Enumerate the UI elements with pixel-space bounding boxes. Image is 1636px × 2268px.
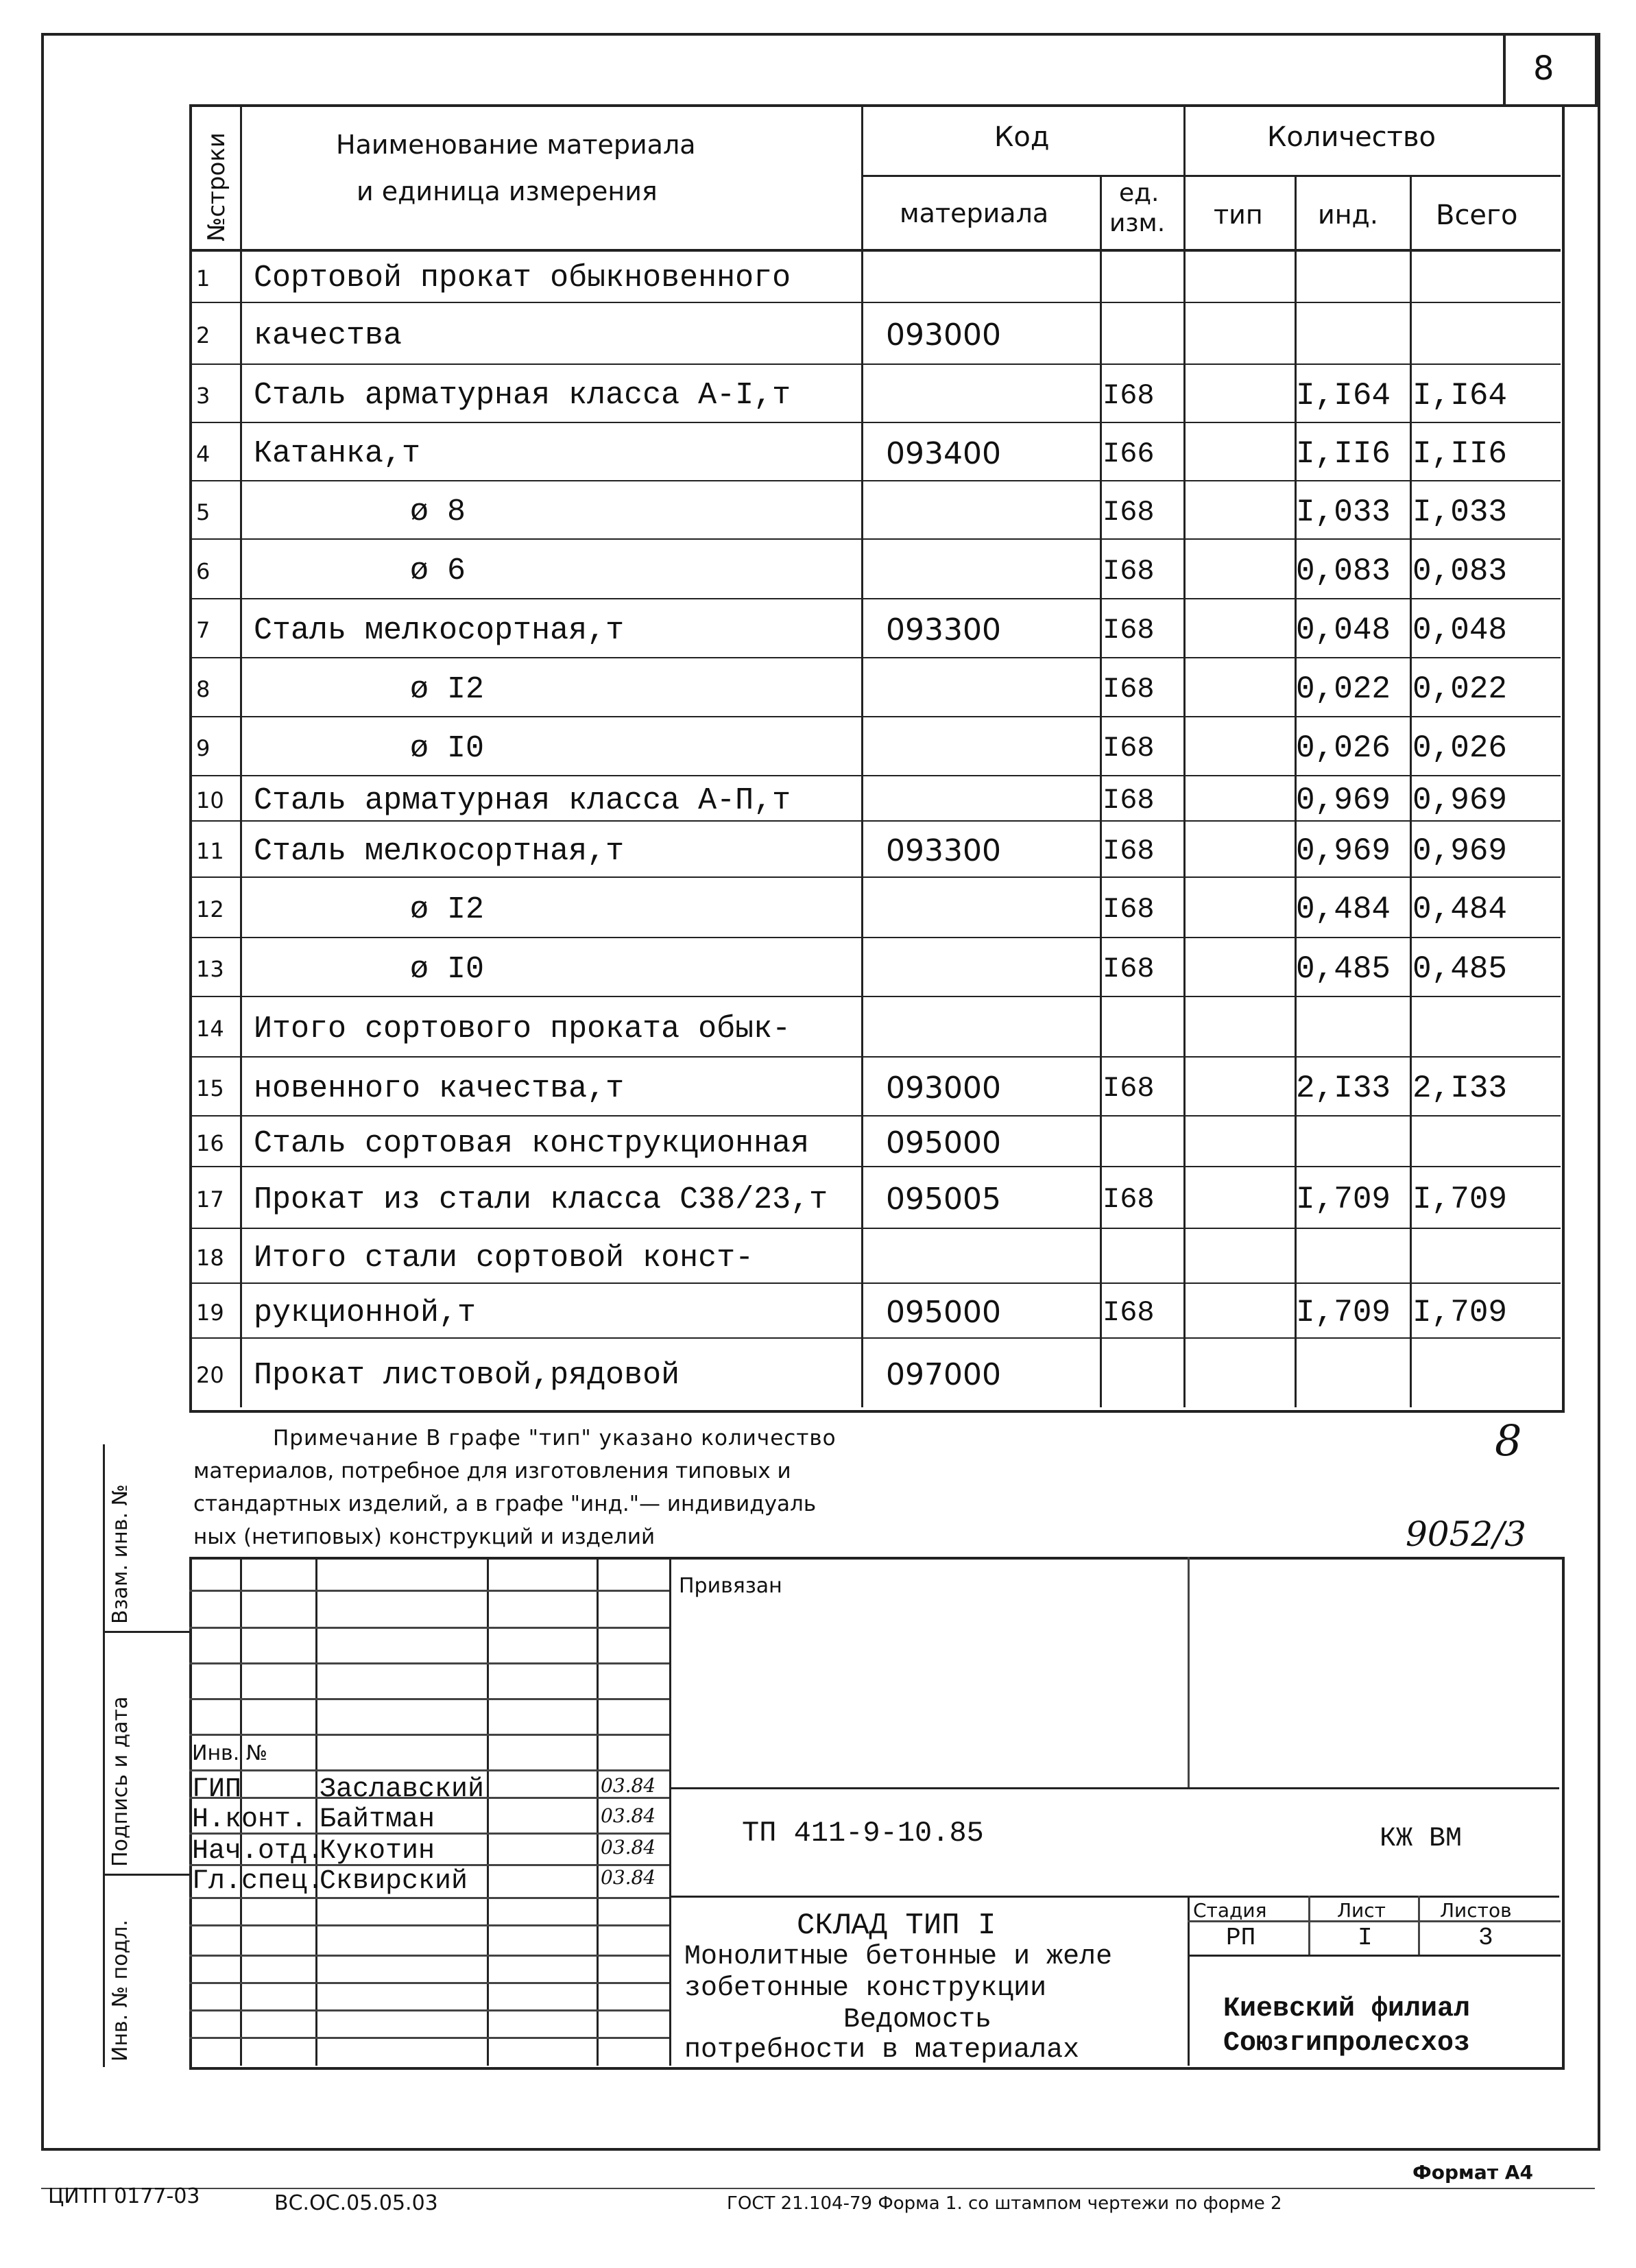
header-name-line2: и единица измерения <box>357 176 658 206</box>
cell-unit: I68 <box>1103 953 1155 986</box>
cell-total: 0,048 <box>1412 612 1508 648</box>
cell-code: 093000 <box>886 1071 1001 1106</box>
cell-ind: I,I64 <box>1296 378 1391 414</box>
cell-n: 7 <box>196 617 210 643</box>
cell-total: 2,I33 <box>1412 1071 1508 1106</box>
note-line-4: ных (нетиповых) конструкций и изделий <box>193 1525 655 1549</box>
signature-date: 03.84 <box>601 1836 656 1859</box>
row-divider <box>189 538 1561 540</box>
side-vzam-label: Взам. инв. № <box>108 1484 132 1624</box>
signature-name: Байтман <box>320 1804 435 1835</box>
cell-total: I,033 <box>1412 494 1508 530</box>
inv-no-label: Инв. № <box>192 1741 268 1765</box>
cell-name: рукционной,т <box>254 1296 477 1330</box>
cell-n: 12 <box>196 896 224 922</box>
cell-name: Сталь арматурная класса А-П,т <box>254 783 791 818</box>
cell-total: I,I64 <box>1412 378 1508 414</box>
cell-unit: I66 <box>1103 438 1155 470</box>
signature-role: Н.конт. <box>192 1804 308 1835</box>
cell-ind: 0,048 <box>1296 612 1391 648</box>
row-divider <box>189 1115 1561 1117</box>
cell-total: 0,485 <box>1412 951 1508 987</box>
cell-name: Сталь мелкосортная,т <box>254 834 625 869</box>
cell-unit: I68 <box>1103 555 1155 588</box>
cell-total: 0,022 <box>1412 671 1508 707</box>
side-podp-label: Подпись и дата <box>108 1696 132 1867</box>
cell-code: 097000 <box>886 1357 1001 1392</box>
cell-n: 11 <box>196 838 224 864</box>
cell-name: Сталь сортовая конструкционная <box>254 1126 810 1161</box>
row-divider <box>189 1056 1561 1058</box>
row-divider <box>189 716 1561 717</box>
cell-n: 2 <box>196 322 210 348</box>
cell-ind: 0,026 <box>1296 730 1391 766</box>
cell-ind: I,709 <box>1296 1182 1391 1217</box>
cell-ind: 0,083 <box>1296 553 1391 589</box>
handwritten-sheet-number: 8 <box>1495 1416 1522 1466</box>
cell-unit: I68 <box>1103 835 1155 868</box>
cell-n: 1 <box>196 265 210 291</box>
cell-unit: I68 <box>1103 1072 1155 1105</box>
header-unit-2: изм. <box>1109 209 1166 237</box>
signature-date: 03.84 <box>601 1804 656 1827</box>
row-divider <box>189 996 1561 997</box>
cell-name: ø I0 <box>410 731 485 766</box>
header-row-number: №строки <box>203 132 230 241</box>
cell-n: 14 <box>196 1016 224 1042</box>
document-code: ТП 411-9-10.85 <box>742 1817 984 1850</box>
cell-code: 095005 <box>886 1182 1001 1217</box>
cell-ind: I,II6 <box>1296 436 1391 472</box>
row-divider <box>189 657 1561 658</box>
cell-name: Итого стали сортовой конст- <box>254 1241 754 1276</box>
cell-name: Сталь мелкосортная,т <box>254 613 625 648</box>
signature-name: Заславский <box>320 1774 485 1805</box>
row-divider <box>189 820 1561 822</box>
stage-value: РП <box>1226 1924 1256 1952</box>
cell-name: Итого сортового проката обык- <box>254 1012 791 1047</box>
row-divider <box>189 302 1561 303</box>
cell-code: 095000 <box>886 1295 1001 1330</box>
header-material: материала <box>900 198 1049 228</box>
title-line-5: потребности в материалах <box>684 2035 1080 2066</box>
signature-role: Нач.отд. <box>192 1836 324 1867</box>
footer-left: ЦИТП 0177-03 <box>48 2184 200 2208</box>
cell-name: Сортовой прокат обыкновенного <box>254 261 791 296</box>
row-divider <box>189 422 1561 423</box>
cell-unit: I68 <box>1103 784 1155 817</box>
title-line-1: СКЛАД ТИП I <box>797 1909 996 1943</box>
cell-code: 093400 <box>886 436 1001 471</box>
cell-n: 16 <box>196 1130 224 1156</box>
sheets-value: 3 <box>1478 1924 1493 1952</box>
cell-n: 15 <box>196 1075 224 1101</box>
cell-n: 10 <box>196 787 224 813</box>
sheet-label: Лист <box>1337 1899 1386 1922</box>
cell-n: 6 <box>196 558 210 584</box>
cell-ind: 0,484 <box>1296 892 1391 927</box>
cell-unit: I68 <box>1103 614 1155 647</box>
page-number: 8 <box>1533 49 1554 88</box>
cell-n: 19 <box>196 1300 224 1326</box>
cell-name: Прокат из стали класса С38/23,т <box>254 1182 828 1217</box>
cell-unit: I68 <box>1103 379 1155 412</box>
cell-n: 8 <box>196 676 210 702</box>
cell-name: Катанка,т <box>254 436 421 471</box>
footer-gost: ГОСТ 21.104-79 Форма 1. со штампом чертежи по форме 2 <box>727 2193 1282 2214</box>
signature-name: Сквирский <box>320 1866 468 1897</box>
cell-n: 4 <box>196 441 210 467</box>
footer-format: Формат А4 <box>1412 2161 1533 2184</box>
cell-n: 9 <box>196 735 210 761</box>
cell-name: ø 8 <box>410 494 466 529</box>
header-total: Всего <box>1436 200 1518 231</box>
header-typ: тип <box>1214 200 1263 230</box>
row-divider <box>189 1166 1561 1167</box>
title-line-3: зобетонные конструкции <box>684 1973 1047 2004</box>
cell-code: 095000 <box>886 1125 1001 1160</box>
cell-ind: 0,485 <box>1296 951 1391 987</box>
cell-code: 093300 <box>886 612 1001 647</box>
cell-n: 20 <box>196 1362 224 1388</box>
cell-code: 093300 <box>886 833 1001 868</box>
cell-total: 0,026 <box>1412 730 1508 766</box>
sheets-label: Листов <box>1440 1899 1512 1922</box>
cell-total: I,709 <box>1412 1295 1508 1330</box>
cell-n: 3 <box>196 383 210 409</box>
cell-name: ø I2 <box>410 672 485 707</box>
cell-name: ø I2 <box>410 892 485 927</box>
signature-role: Гл.спец. <box>192 1866 324 1897</box>
header-unit-1: ед. <box>1119 179 1159 207</box>
note-line-1: Примечание В графе "тип" указано количество <box>273 1426 837 1451</box>
cell-total: 0,484 <box>1412 892 1508 927</box>
cell-n: 13 <box>196 956 224 982</box>
cell-name: Сталь арматурная класса А-I,т <box>254 378 791 413</box>
handwritten-archive-number: 9052/3 <box>1406 1514 1526 1554</box>
row-divider <box>189 775 1561 776</box>
side-inv-label: Инв. № подл. <box>108 1920 132 2062</box>
stage-label: Стадия <box>1193 1899 1267 1922</box>
cell-name: новенного качества,т <box>254 1071 625 1106</box>
header-name-line1: Наименование материала <box>336 130 696 160</box>
cell-ind: I,033 <box>1296 494 1391 530</box>
cell-total: I,II6 <box>1412 436 1508 472</box>
cell-ind: 2,I33 <box>1296 1071 1391 1106</box>
row-divider <box>189 937 1561 938</box>
cell-total: 0,969 <box>1412 833 1508 869</box>
cell-name: ø 6 <box>410 553 466 588</box>
organization-line-2: Союзгипролесхоз <box>1223 2028 1471 2059</box>
cell-ind: 0,969 <box>1296 783 1391 818</box>
header-code: Код <box>994 121 1050 153</box>
cell-unit: I68 <box>1103 673 1155 706</box>
row-divider <box>189 1282 1561 1284</box>
header-quantity: Количество <box>1267 121 1436 153</box>
title-line-2: Монолитные бетонные и желе <box>684 1942 1113 1972</box>
cell-name: Прокат листовой,рядовой <box>254 1358 680 1393</box>
sheet-value: I <box>1358 1924 1373 1952</box>
cell-n: 18 <box>196 1245 224 1271</box>
document-mark: КЖ ВМ <box>1380 1824 1463 1854</box>
note-line-3: стандартных изделий, а в графе "инд."— индивидуаль <box>193 1492 817 1516</box>
title-line-4: Ведомость <box>843 2005 992 2036</box>
signature-name: Кукотин <box>320 1836 435 1867</box>
signature-date: 03.84 <box>601 1774 656 1797</box>
row-divider <box>189 1228 1561 1229</box>
cell-total: I,709 <box>1412 1182 1508 1217</box>
row-divider <box>189 876 1561 878</box>
cell-ind: 0,022 <box>1296 671 1391 707</box>
cell-name: качества <box>254 318 402 353</box>
row-divider <box>189 363 1561 365</box>
header-ind: инд. <box>1318 200 1378 230</box>
cell-unit: I68 <box>1103 893 1155 926</box>
cell-unit: I68 <box>1103 1296 1155 1329</box>
organization-line-1: Киевский филиал <box>1223 1994 1471 2025</box>
cell-n: 17 <box>196 1186 224 1213</box>
row-divider <box>189 480 1561 481</box>
signature-date: 03.84 <box>601 1866 656 1889</box>
cell-name: ø I0 <box>410 952 485 987</box>
footer-code: ВС.ОС.05.05.03 <box>274 2191 438 2215</box>
cell-unit: I68 <box>1103 732 1155 765</box>
cell-ind: 0,969 <box>1296 833 1391 869</box>
cell-n: 5 <box>196 499 210 525</box>
note-line-2: материалов, потребное для изготовления типовых и <box>193 1459 791 1483</box>
cell-total: 0,083 <box>1412 553 1508 589</box>
signature-role: ГИП <box>192 1774 242 1805</box>
cell-unit: I68 <box>1103 496 1155 529</box>
cell-unit: I68 <box>1103 1183 1155 1216</box>
cell-total: 0,969 <box>1412 783 1508 818</box>
row-divider <box>189 1337 1561 1339</box>
row-divider <box>189 598 1561 599</box>
privyazan-label: Привязан <box>679 1574 782 1598</box>
cell-code: 093000 <box>886 318 1001 353</box>
cell-ind: I,709 <box>1296 1295 1391 1330</box>
